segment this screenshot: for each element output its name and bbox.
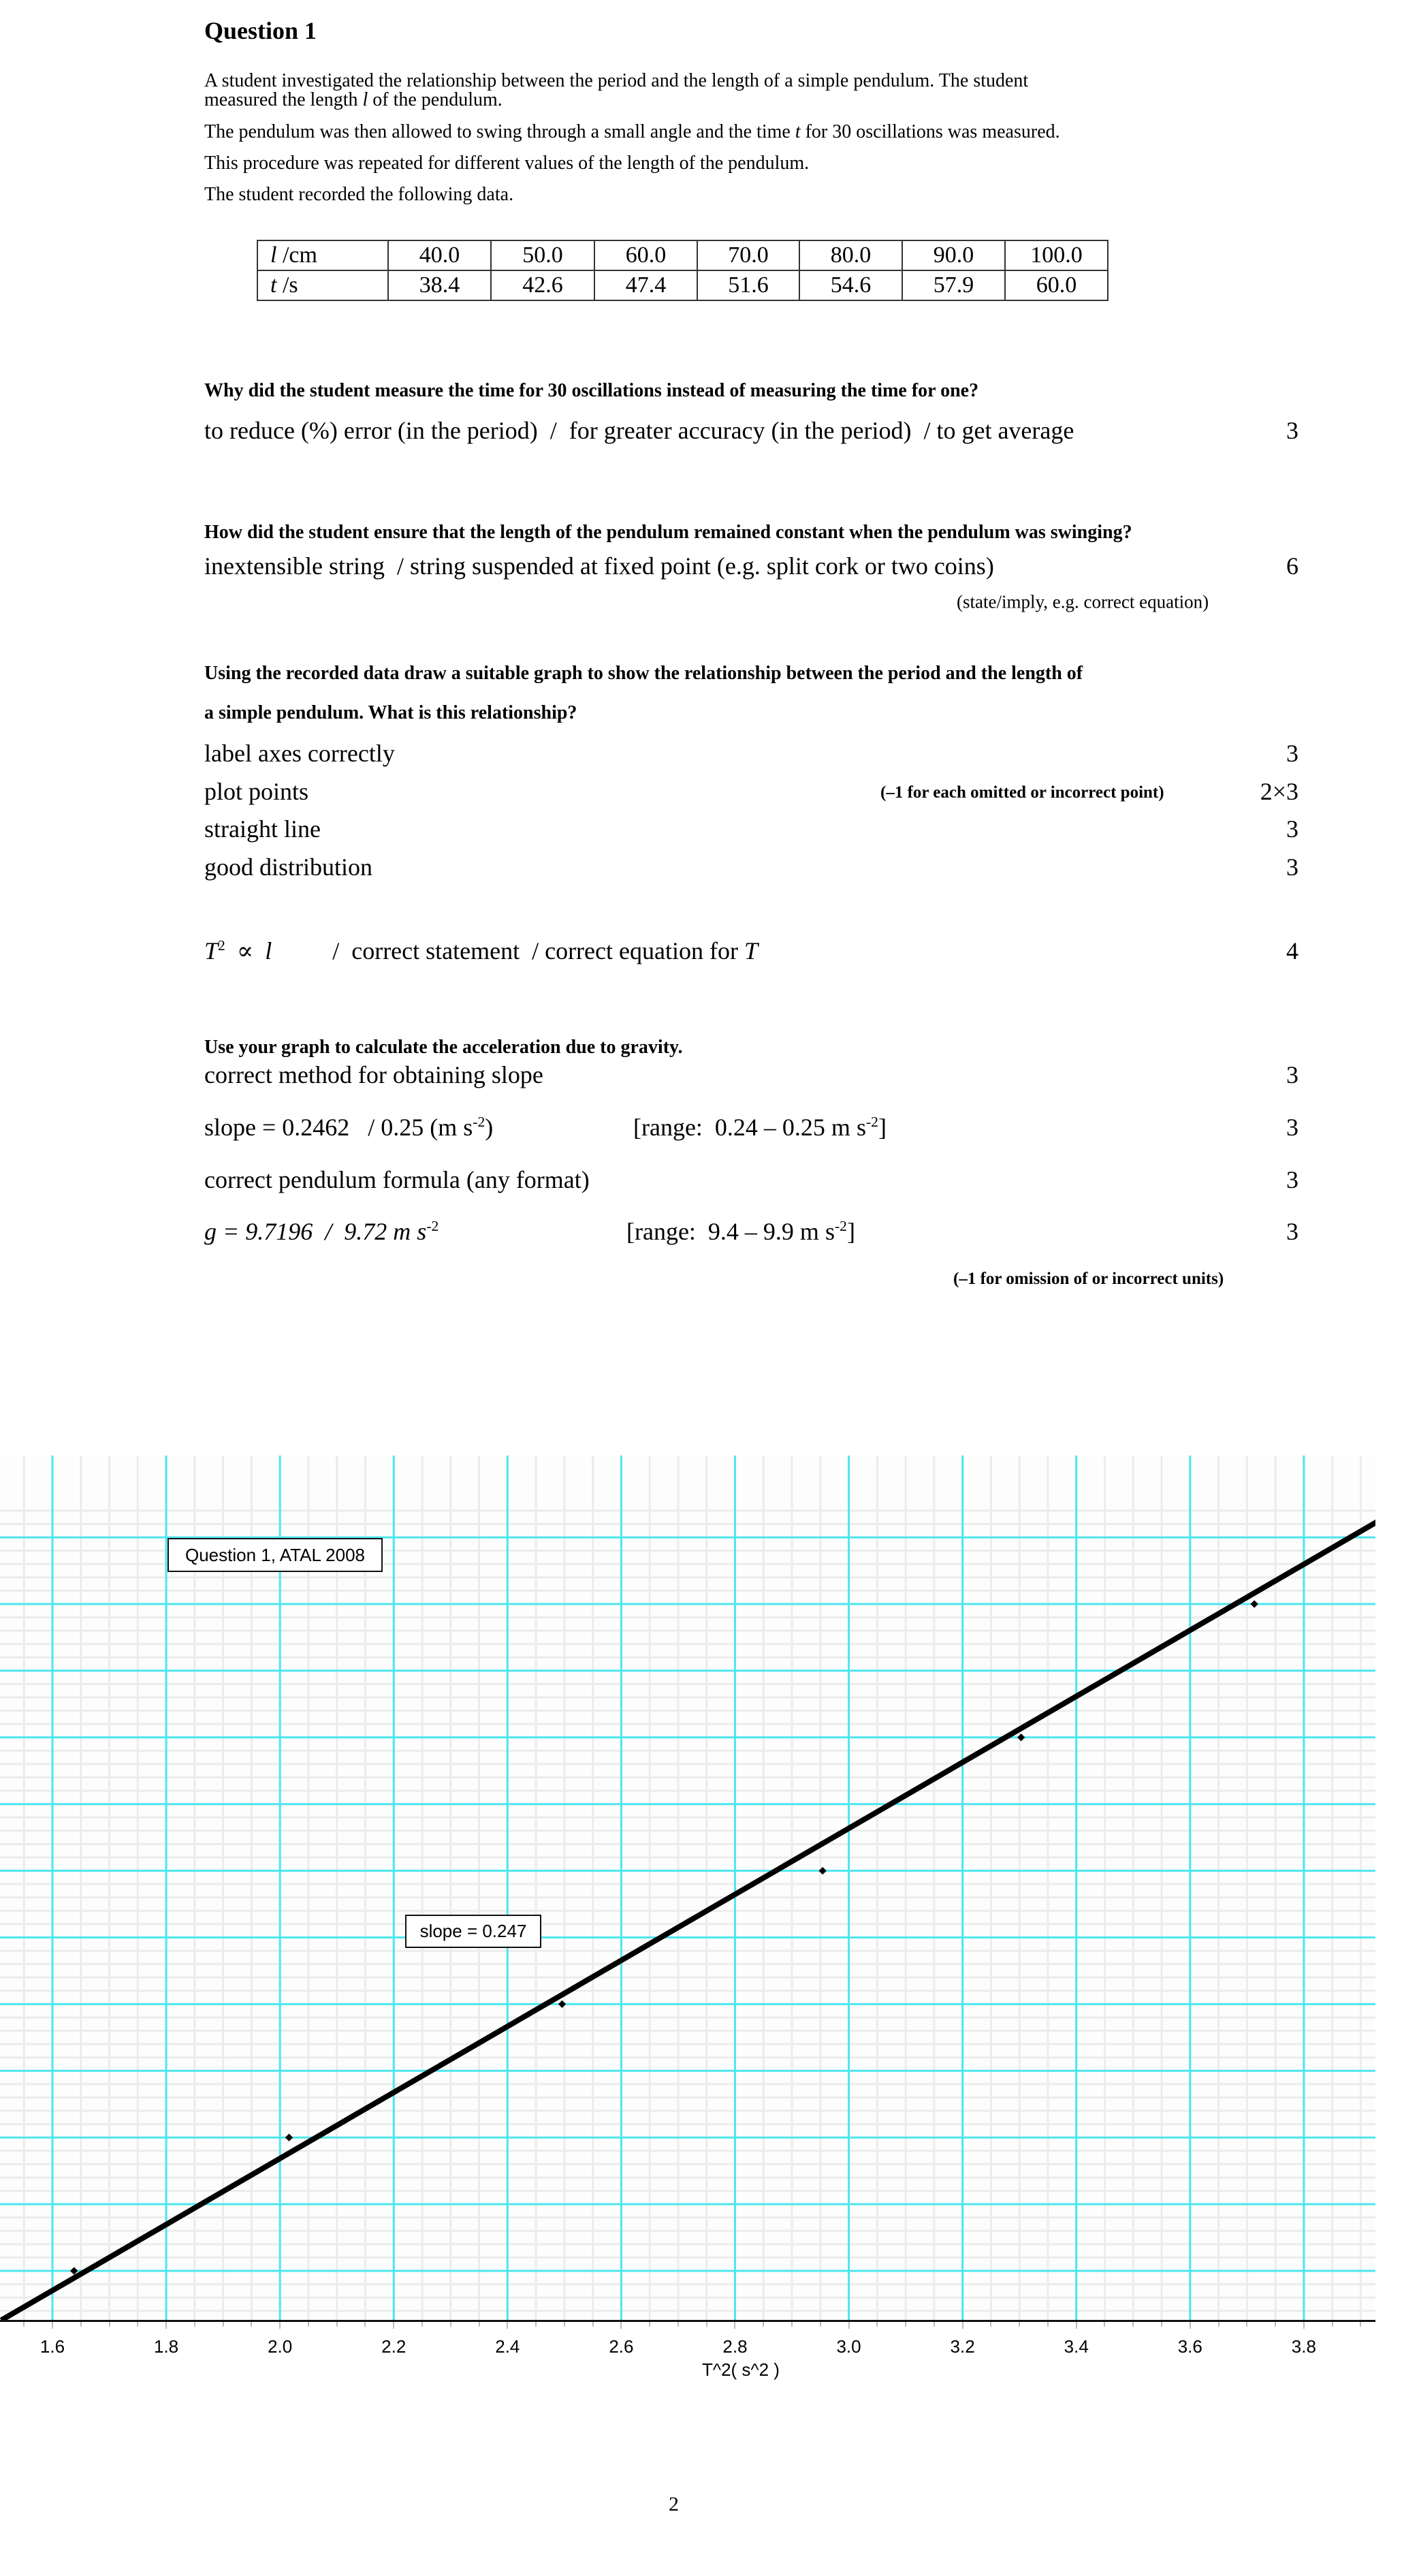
variable-l: l xyxy=(270,242,277,268)
mark: 3 xyxy=(1286,815,1298,843)
x-tick-mark xyxy=(194,2322,195,2327)
x-tick-mark xyxy=(876,2322,878,2327)
x-tick-mark xyxy=(535,2322,537,2327)
intro-line-5: The student recorded the following data. xyxy=(204,184,514,205)
x-tick-label: 2.0 xyxy=(268,2336,293,2357)
mark: 2×3 xyxy=(1260,778,1298,805)
intro-line-1: A student investigated the relationship between the period and the length of a simple pendulum. The student xyxy=(204,70,1029,91)
x-tick-mark xyxy=(1190,2322,1191,2329)
x-tick-mark xyxy=(564,2322,565,2327)
criterion: good distribution xyxy=(204,853,373,881)
criterion-g xyxy=(204,1217,439,1246)
table-cell: 47.4 xyxy=(594,270,697,300)
question-1b: How did the student ensure that the length of the pendulum remained constant when the pendulum was swinging? xyxy=(204,522,1132,543)
question-1c-line-2: a simple pendulum. What is this relationship? xyxy=(204,702,577,723)
table-cell: 42.6 xyxy=(491,270,594,300)
x-tick-mark xyxy=(364,2322,366,2327)
unit: /cm xyxy=(276,242,317,268)
x-axis-line xyxy=(0,2320,1375,2322)
mark: 3 xyxy=(1286,1061,1298,1088)
g-range xyxy=(626,1217,855,1246)
graph-title-box: Question 1, ATAL 2008 xyxy=(168,1538,383,1572)
variable-t: t xyxy=(795,121,801,142)
intro-text: for 30 oscillations was measured. xyxy=(800,121,1060,142)
table-cell: 100.0 xyxy=(1005,240,1108,270)
mark: 3 xyxy=(1286,740,1298,767)
table-cell: 90.0 xyxy=(902,240,1005,270)
x-tick-mark xyxy=(1218,2322,1219,2327)
x-tick-mark xyxy=(479,2322,480,2327)
x-tick-mark xyxy=(592,2322,594,2327)
question-1a: Why did the student measure the time for 30 oscillations instead of measuring the time for one? xyxy=(204,380,979,401)
answer-1b: inextensible string / string suspended at fixed point (e.g. split cork or two coins) xyxy=(204,552,994,580)
row-header xyxy=(257,270,388,300)
x-tick-label: 2.2 xyxy=(381,2336,406,2357)
table-cell: 38.4 xyxy=(388,270,491,300)
x-tick-mark xyxy=(934,2322,935,2327)
mark: 4 xyxy=(1286,937,1298,964)
x-tick-mark xyxy=(109,2322,110,2327)
x-tick-label: 3.6 xyxy=(1177,2336,1202,2357)
intro-text: The pendulum was then allowed to swing through a small angle and the time xyxy=(204,121,795,142)
x-tick-label: 3.0 xyxy=(836,2336,861,2357)
x-tick-mark xyxy=(1047,2322,1049,2327)
x-tick-mark xyxy=(620,2322,622,2329)
data-table xyxy=(257,240,1109,301)
proportional-symbol: ∝ xyxy=(236,937,254,964)
table-cell: 40.0 xyxy=(388,240,491,270)
relationship-answer xyxy=(204,937,758,965)
x-tick-label: 2.8 xyxy=(722,2336,748,2357)
intro-line-3 xyxy=(204,123,1060,142)
table-cell: 50.0 xyxy=(491,240,594,270)
answer-1a: to reduce (%) error (in the period) / for greater accuracy (in the period) / to get average xyxy=(204,417,1074,444)
page-number: 2 xyxy=(669,2493,679,2515)
x-tick-label: 2.6 xyxy=(609,2336,634,2357)
variable-T: T xyxy=(744,937,758,964)
x-tick-mark xyxy=(165,2322,167,2329)
variable-t: t xyxy=(270,272,277,298)
x-tick-mark xyxy=(734,2322,735,2329)
mark: 3 xyxy=(1286,1114,1298,1141)
variable-T: T xyxy=(204,937,219,964)
table-cell: 80.0 xyxy=(799,240,902,270)
x-tick-mark xyxy=(1132,2322,1134,2327)
x-tick-mark xyxy=(1332,2322,1333,2327)
range-text: ] xyxy=(846,1218,855,1245)
table-row-length xyxy=(257,240,1108,270)
x-tick-label: 1.8 xyxy=(154,2336,179,2357)
intro-line-2 xyxy=(204,91,503,110)
x-tick-mark xyxy=(507,2322,508,2329)
x-tick-mark xyxy=(1104,2322,1105,2327)
graph-plot-area xyxy=(0,1456,1375,2321)
table-cell: 60.0 xyxy=(1005,270,1108,300)
x-tick-label: 2.4 xyxy=(495,2336,520,2357)
question-1d: Use your graph to calculate the acceleration due to gravity. xyxy=(204,1037,683,1058)
criterion: straight line xyxy=(204,815,321,843)
superscript: -2 xyxy=(473,1114,485,1130)
x-tick-mark xyxy=(1019,2322,1020,2327)
x-tick-mark xyxy=(308,2322,309,2327)
page-title: Question 1 xyxy=(204,17,317,44)
x-tick-mark xyxy=(848,2322,850,2329)
criterion: correct method for obtaining slope xyxy=(204,1061,543,1088)
table-cell: 60.0 xyxy=(594,240,697,270)
mark: 3 xyxy=(1286,417,1298,444)
x-tick-mark xyxy=(251,2322,252,2327)
x-tick-mark xyxy=(137,2322,138,2327)
x-tick-mark xyxy=(1275,2322,1276,2327)
x-tick-mark xyxy=(52,2322,53,2329)
variable-l: l xyxy=(265,937,272,964)
x-tick-mark xyxy=(421,2322,423,2327)
row-header xyxy=(257,240,388,270)
x-tick-mark xyxy=(1246,2322,1247,2327)
x-tick-mark xyxy=(279,2322,281,2329)
best-fit-line xyxy=(1,1522,1375,2321)
superscript: 2 xyxy=(218,937,225,954)
mark: 6 xyxy=(1286,552,1298,580)
x-tick-mark xyxy=(1076,2322,1077,2329)
x-tick-mark xyxy=(1303,2322,1305,2329)
x-tick-mark xyxy=(791,2322,793,2327)
intro-text: measured the length xyxy=(204,89,363,110)
x-tick-mark xyxy=(1360,2322,1361,2327)
x-tick-mark xyxy=(763,2322,764,2327)
marking-note: (–1 for each omitted or incorrect point) xyxy=(880,783,1164,802)
superscript: -2 xyxy=(865,1114,878,1130)
x-tick-mark xyxy=(649,2322,650,2327)
criterion: label axes correctly xyxy=(204,740,395,767)
x-tick-mark xyxy=(393,2322,394,2329)
intro-line-4: This procedure was repeated for different values of the length of the pendulum. xyxy=(204,153,810,174)
table-row-time xyxy=(257,270,1108,300)
marking-note: (state/imply, e.g. correct equation) xyxy=(957,591,1209,612)
question-1c-line-1: Using the recorded data draw a suitable graph to show the relationship between the period and the length of xyxy=(204,663,1083,684)
x-tick-mark xyxy=(962,2322,963,2329)
table-cell: 51.6 xyxy=(697,270,799,300)
x-tick-mark xyxy=(820,2322,821,2327)
x-tick-mark xyxy=(23,2322,25,2327)
table-cell: 70.0 xyxy=(697,240,799,270)
x-tick-label: 3.8 xyxy=(1291,2336,1316,2357)
marking-note: (–1 for omission of or incorrect units) xyxy=(953,1270,1224,1288)
mark: 3 xyxy=(1286,1218,1298,1245)
relationship-text: / correct statement / correct equation for xyxy=(332,937,744,964)
data-point xyxy=(1251,1600,1258,1607)
variable-l: l xyxy=(362,89,368,110)
x-tick-mark xyxy=(905,2322,906,2327)
criterion-text: ) xyxy=(485,1114,494,1141)
table-cell: 57.9 xyxy=(902,270,1005,300)
x-tick-mark xyxy=(706,2322,707,2327)
criterion-text: slope = 0.2462 / 0.25 (m s xyxy=(204,1114,473,1141)
table-cell: 54.6 xyxy=(799,270,902,300)
data-point xyxy=(285,2134,293,2141)
graph-svg xyxy=(0,1456,1375,2321)
range-text: [range: 0.24 – 0.25 m s xyxy=(633,1114,866,1141)
x-tick-mark xyxy=(677,2322,679,2327)
mark: 3 xyxy=(1286,1166,1298,1193)
x-tick-mark xyxy=(450,2322,451,2327)
intro-text: of the pendulum. xyxy=(368,89,503,110)
x-tick-mark xyxy=(223,2322,224,2327)
criterion-slope xyxy=(204,1113,493,1142)
superscript: -2 xyxy=(426,1218,439,1234)
x-tick-label: 3.4 xyxy=(1064,2336,1089,2357)
x-tick-mark xyxy=(990,2322,991,2327)
x-tick-mark xyxy=(336,2322,338,2327)
x-tick-label: 1.6 xyxy=(39,2336,65,2357)
criterion: plot points xyxy=(204,778,309,805)
x-tick-label: 3.2 xyxy=(950,2336,975,2357)
x-axis-title: T^2( s^2 ) xyxy=(702,2359,780,2380)
range-text: ] xyxy=(878,1114,887,1141)
x-tick-mark xyxy=(80,2322,82,2327)
range-text: [range: 9.4 – 9.9 m s xyxy=(626,1218,835,1245)
unit: /s xyxy=(276,272,298,298)
criterion: correct pendulum formula (any format) xyxy=(204,1166,590,1193)
slope-range xyxy=(633,1113,887,1142)
criterion-text: g = 9.7196 / 9.72 m s xyxy=(204,1218,427,1245)
mark: 3 xyxy=(1286,853,1298,881)
x-tick-mark xyxy=(1161,2322,1162,2327)
slope-annotation-box: slope = 0.247 xyxy=(405,1915,541,1948)
superscript: -2 xyxy=(834,1218,847,1234)
